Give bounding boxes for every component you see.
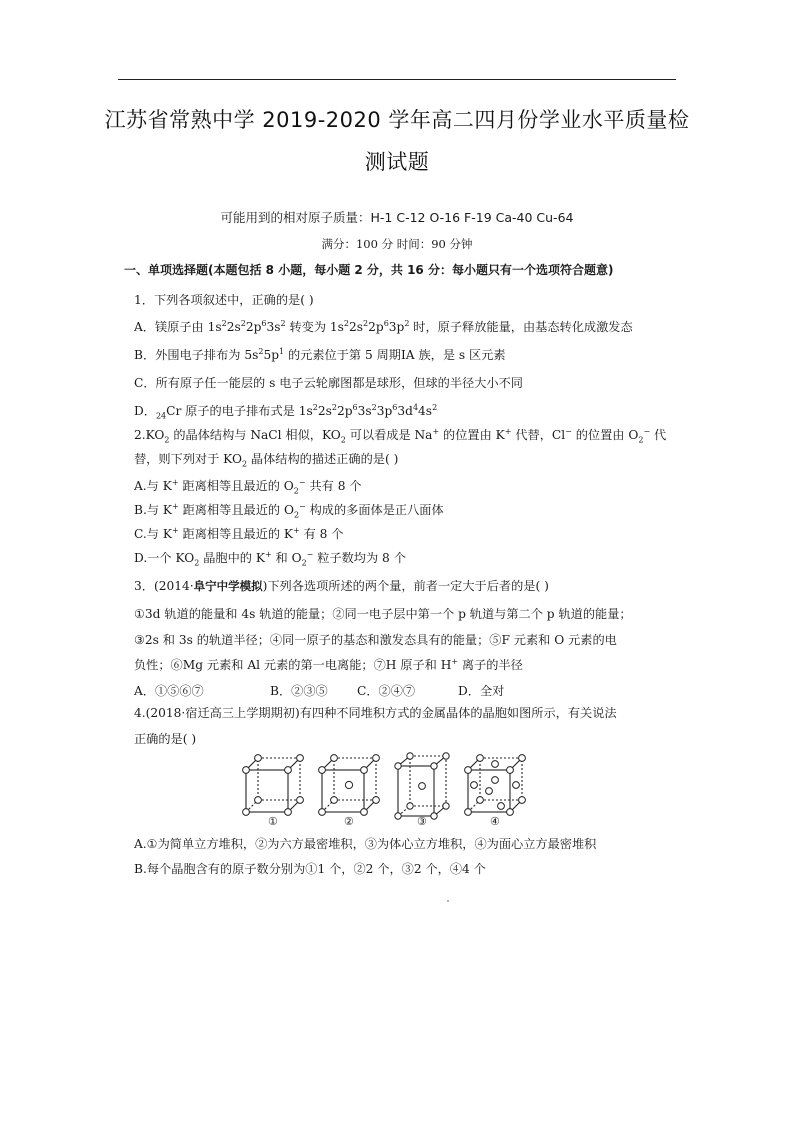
q4-stem-line1: 4.(2018·宿迁高三上学期期初)有四种不同堆积方式的金属晶体的晶胞如图所示，有关说法	[134, 706, 617, 720]
q1-stem: 1．下列各项叙述中，正确的是( )	[134, 293, 314, 307]
q3-source: 阜宁中学模拟	[193, 579, 263, 593]
q4-stem-line2: 正确的是( )	[134, 732, 197, 746]
page-title-line2: 测试题	[364, 150, 430, 174]
atomic-masses: 可能用到的相对原子质量：H-1 C-12 O-16 F-19 Ca-40 Cu-64	[220, 210, 574, 225]
q2-option-c: C.与 K+ 距离相等且最近的 K+ 有 8 个	[134, 525, 344, 541]
fig-label-2: ②	[344, 815, 354, 828]
q3-line4: 负性；⑥Mg 元素和 Al 元素的第一电离能；⑦H 原子和 H+ 离子的半径	[134, 656, 523, 672]
q1-option-a: A．镁原子由 $1s^22s^22p^63s^2$ 转变为 $1s^22s^22p^63p^2$ 时，原子释放能量，由基态转化成激发态	[134, 318, 633, 334]
q2-stem-line2: 替，则下列对于 $KO_2$ 晶体结构的描述正确的是( )	[134, 452, 399, 469]
fig-label-4: ④	[490, 815, 500, 828]
q3-option-d: D．全对	[458, 684, 505, 698]
q1-option-b: B．外围电子排布为 $5s^25p^1$ 的元素位于第 5 周期ⅠA 族，是 s 区元素	[134, 346, 506, 362]
q4-option-a: A.①为简单立方堆积，②为六方最密堆积，③为体心立方堆积，④为面心立方最密堆积	[134, 837, 597, 851]
cell-simple-cubic	[246, 758, 300, 812]
stray-dot	[447, 900, 449, 902]
q3-option-b: B．②③⑤	[270, 684, 328, 698]
q2-option-d: D.一个 $KO_2$ 晶胞中的 K+ 和 $O_2^-$ 粒子数均为 8 个	[134, 549, 406, 568]
q3-option-c: C．②④⑦	[357, 684, 416, 698]
page-title-line1: 江苏省常熟中学 2019-2020 学年高二四月份学业水平质量检	[104, 108, 690, 132]
section1-heading: 一、单项选择题(本题包括 8 小题，每小题 2 分，共 16 分：每小题只有一个选项符合题意)	[124, 263, 614, 277]
top-rule	[118, 79, 676, 80]
q2-option-b: B.与 K+ 距离相等且最近的 $O_2^-$ 构成的多面体是正八面体	[134, 501, 444, 520]
q3-stem: 3．(2014·阜宁中学模拟)下列各选项所述的两个量，前者一定大于后者的是( )	[134, 579, 549, 593]
fig-label-3: ③	[417, 815, 427, 828]
q2-stem-line1: $2.KO_2$ 的晶体结构与 NaCl 相似，$KO_2$ 可以看成是 Na+ 的位置由 K+ 代替，Cl− 的位置由 $O_2^-$ 代	[134, 426, 667, 445]
q1-option-c: C．所有原子任一能层的 s 电子云轮廓图都是球形，但球的半径大小不同	[134, 376, 523, 390]
q2-option-a: A.与 K+ 距离相等且最近的 $O_2^-$ 共有 8 个	[134, 477, 362, 496]
q3-option-a: A．①⑤⑥⑦	[134, 684, 204, 698]
fig-label-1: ①	[268, 815, 278, 828]
score-time: 满分：100 分 时间：90 分钟	[321, 237, 473, 251]
q4-option-b: B.每个晶胞含有的原子数分别为①1 个，②2 个，③2 个，④4 个	[134, 862, 486, 876]
q1-option-d: D．$_{24}$Cr 原子的电子排布式是 $1s^22s^22p^63s^23p^63d^44s^2$	[134, 402, 438, 421]
q3-line3: ③2s 和 3s 的轨道半径；④同一原子的基态和激发态具有的能量；⑤F 元素和 O 元素的电	[134, 633, 617, 647]
q3-line2: ①3d 轨道的能量和 4s 轨道的能量；②同一电子层中第一个 p 轨道与第二个 p 轨道的能量；	[134, 607, 632, 621]
